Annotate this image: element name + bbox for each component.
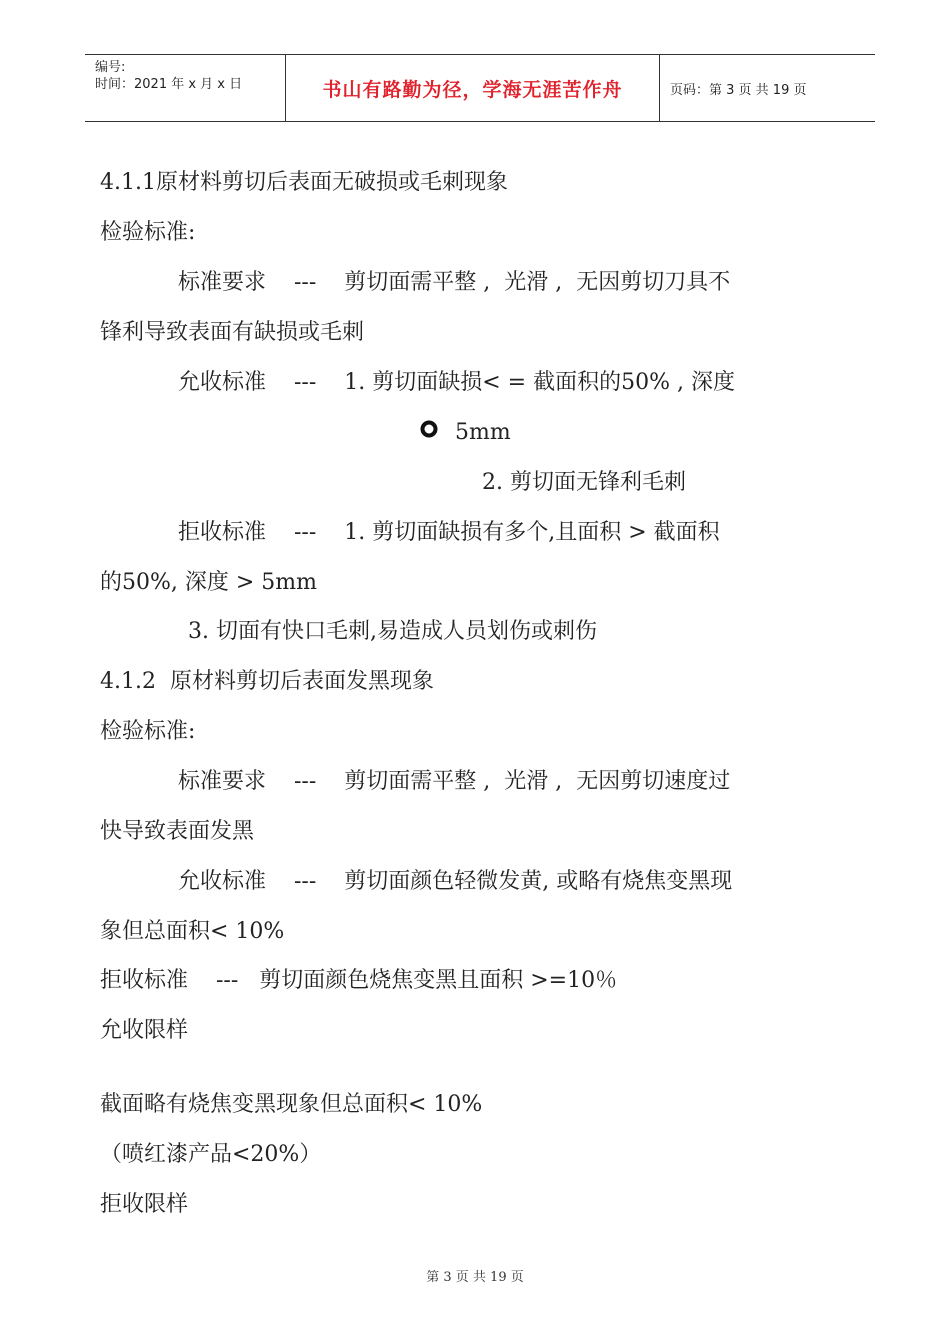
page-header (85, 54, 875, 122)
header-page-info: 页码：第 3 页 共 19 页 (670, 82, 807, 98)
acceptance-depth-value: 5mm (455, 420, 511, 445)
red-paint-note: （喷红漆产品<20%） (100, 1142, 322, 1167)
acceptance-limit-sample-label: 允收限样 (100, 1018, 189, 1043)
rejection-limit-sample-label: 拒收限样 (100, 1192, 189, 1217)
page-footer: 第 3 页 共 19 页 (426, 1270, 524, 1285)
document-number-label: 编号: (95, 60, 126, 75)
acceptance-sample-description: 截面略有烧焦变黑现象但总面积< 10% (100, 1092, 483, 1117)
acceptance-item-2: 2. 剪切面无锋利毛刺 (482, 470, 686, 495)
inspection-standard-label: 检验标准: (100, 220, 196, 245)
standard-requirement-cont: 锋利导致表面有缺损或毛刺 (100, 320, 365, 345)
standard-requirement-cont-2: 快导致表面发黑 (100, 819, 255, 844)
standard-requirement-line-2: 标准要求 --- 剪切面需平整 , 光滑 , 无因剪切速度过 (178, 769, 731, 794)
document-time-label: 时间：2021 年 x 月 x 日 (95, 77, 243, 92)
standard-requirement-line: 标准要求 --- 剪切面需平整 , 光滑 , 无因剪切刀具不 (178, 270, 731, 295)
acceptance-standard-line-2: 允收标准 --- 剪切面颜色轻微发黄, 或略有烧焦变黑现 (178, 869, 733, 894)
section-heading-4-1-1: 4.1.1原材料剪切后表面无破损或毛刺现象 (100, 170, 508, 195)
bullet-circle-icon (420, 420, 438, 438)
header-motto: 书山有路勤为径，学海无涯苦作舟 (286, 55, 660, 121)
rejection-item-3: 3. 切面有快口毛刺,易造成人员划伤或刺伤 (188, 619, 597, 644)
rejection-standard-line-2: 拒收标准 --- 剪切面颜色烧焦变黑且面积 >=10％ (100, 968, 618, 993)
inspection-standard-label-2: 检验标准: (100, 719, 196, 744)
acceptance-standard-line: 允收标准 --- 1. 剪切面缺损< = 截面积的50% , 深度 (178, 370, 735, 395)
header-meta (85, 55, 286, 121)
acceptance-standard-cont-2: 象但总面积< 10% (100, 919, 285, 944)
section-heading-4-1-2: 4.1.2 原材料剪切后表面发黑现象 (100, 669, 434, 694)
rejection-standard-line: 拒收标准 --- 1. 剪切面缺损有多个,且面积 > 截面积 (178, 520, 720, 545)
rejection-standard-cont: 的50%, 深度 > 5mm (100, 570, 318, 595)
